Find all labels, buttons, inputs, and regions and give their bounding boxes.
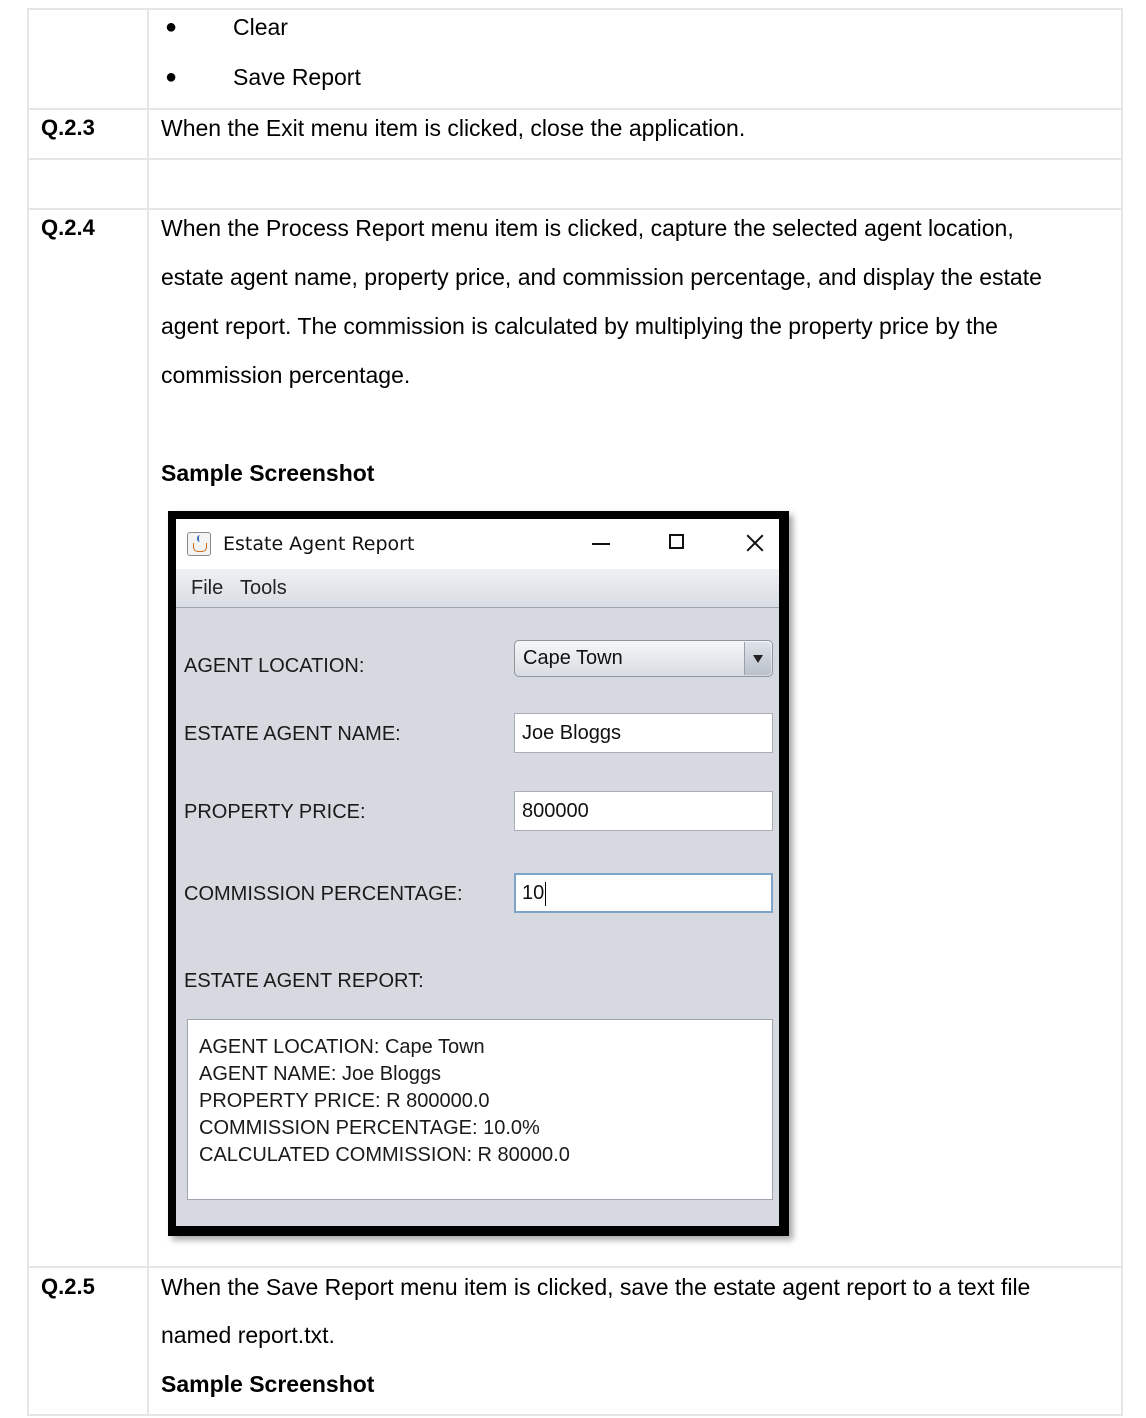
estate-agent-name-field[interactable] — [514, 713, 773, 753]
report-line: AGENT NAME: Joe Bloggs — [199, 1063, 441, 1085]
report-line: CALCULATED COMMISSION: R 80000.0 — [199, 1144, 570, 1166]
estate-agent-name-value: Joe Bloggs — [522, 722, 621, 744]
java-app-icon — [187, 532, 211, 556]
menu-tools[interactable]: Tools — [240, 577, 287, 599]
maximize-icon[interactable] — [658, 525, 698, 561]
question-text-line: estate agent name, property price, and commission percentage, and display the estate — [161, 264, 1042, 290]
property-price-value: 800000 — [522, 800, 589, 822]
question-text-line: named report.txt. — [161, 1322, 335, 1348]
chevron-down-icon[interactable] — [744, 642, 771, 675]
sample-screenshot-heading: Sample Screenshot — [161, 1371, 375, 1397]
question-number: Q.2.5 — [41, 1274, 95, 1299]
commission-percentage-label: COMMISSION PERCENTAGE: — [184, 883, 463, 905]
estate-agent-report-textarea[interactable] — [187, 1019, 773, 1200]
estate-agent-report-label: ESTATE AGENT REPORT: — [184, 970, 424, 992]
question-text: When the Exit menu item is clicked, close the application. — [161, 115, 746, 141]
property-price-label: PROPERTY PRICE: — [184, 801, 366, 823]
commission-percentage-value: 10 — [522, 882, 545, 904]
question-number: Q.2.4 — [41, 215, 95, 240]
menu-bar — [176, 569, 779, 608]
report-line: PROPERTY PRICE: R 800000.0 — [199, 1090, 490, 1112]
menu-file[interactable]: File — [191, 577, 224, 599]
commission-percentage-field[interactable] — [514, 873, 773, 913]
minimize-icon[interactable] — [582, 525, 622, 561]
bullet-item-save-report: Save Report — [233, 64, 361, 90]
agent-location-combo[interactable] — [514, 640, 773, 677]
title-bar — [176, 519, 779, 569]
close-icon[interactable] — [735, 525, 775, 561]
report-line: AGENT LOCATION: Cape Town — [199, 1036, 485, 1058]
estate-agent-name-label: ESTATE AGENT NAME: — [184, 723, 401, 745]
question-text-line: When the Process Report menu item is clicked, capture the selected agent location, — [161, 215, 1014, 241]
app-window — [176, 519, 779, 1226]
agent-location-value: Cape Town — [523, 647, 623, 669]
question-number: Q.2.3 — [41, 115, 95, 140]
window-title: Estate Agent Report — [223, 533, 415, 555]
row-divider — [27, 158, 1123, 160]
column-divider — [147, 8, 149, 1416]
sample-screenshot-heading: Sample Screenshot — [161, 460, 375, 486]
agent-location-label: AGENT LOCATION: — [184, 655, 365, 677]
question-text-line: When the Save Report menu item is clicked, save the estate agent report to a text file — [161, 1274, 1031, 1300]
sample-screenshot-frame — [168, 511, 789, 1236]
bullet-item-clear: Clear — [233, 14, 288, 40]
bullet-dot: ● — [165, 16, 178, 38]
property-price-field[interactable] — [514, 791, 773, 831]
report-line: COMMISSION PERCENTAGE: 10.0% — [199, 1117, 540, 1139]
bullet-dot: ● — [165, 66, 178, 88]
question-text-line: commission percentage. — [161, 362, 411, 388]
question-text-line: agent report. The commission is calculated by multiplying the property price by the — [161, 313, 998, 339]
text-caret — [545, 882, 546, 906]
